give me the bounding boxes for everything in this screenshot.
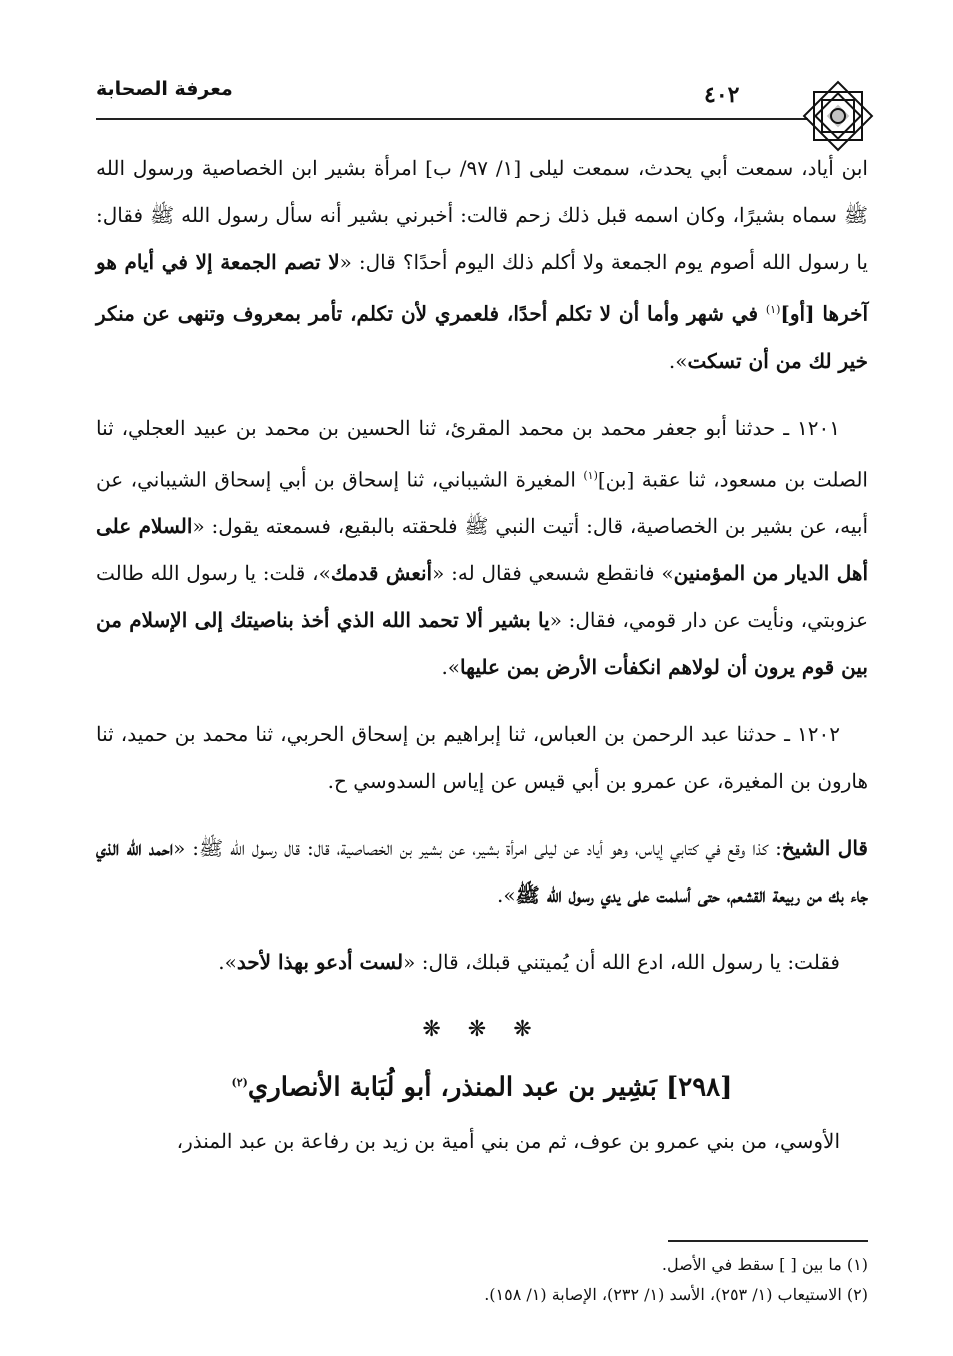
text-segment: فقلت: يا رسول الله، ادع الله أن يُميتني قبلك، قال: «: [403, 950, 840, 975]
hadith-quote: السلام على أهل الديار من المؤمنين: [96, 514, 868, 586]
text-segment: ١٢٠١ ـ حدثنا أبو جعفر محمد بن محمد المقرئ، ثنا الحسين بن محمد بن عبيد العجلي، ثنا الصلت بن مسعود، ثنا عقبة [بن]: [96, 415, 868, 492]
paragraph-sheikh-note: [96, 825, 868, 919]
footnote-2: (٢) الاستيعاب (١/ ٢٥٣)، الأسد (١/ ٢٣٢)، الإصابة (١/ ١٥٨).: [484, 1285, 868, 1304]
hadith-quote: في شهر وأما أن لا تكلم أحدًا، فلعمري لأن تكلم، تأمر بمعروف وتنهى عن منكر خير لك من أن تسكت: [96, 301, 868, 373]
paragraph-1201: [96, 405, 868, 692]
paragraph-request: [96, 939, 868, 986]
paragraph-1202: [96, 711, 868, 805]
hadith-quote: لست أدعو بهذا لأحد: [236, 950, 404, 975]
footnote-ref: (١): [583, 468, 598, 482]
footnotes: [96, 1250, 868, 1310]
hadith-quote: احمد الله الذي جاء بك من ربيعة القشعم، حتى أسلمت على يدي رسول الله ﷺ: [96, 836, 868, 908]
hadith-quote: يا بشير ألا تحمد الله الذي أخذ بناصيتك إلى الإسلام من بين قوم يرون أن لولاهم انكفأت الأرض بمن عليها: [96, 608, 868, 680]
section-separator: ❋ ❋ ❋: [422, 1017, 542, 1043]
hadith-quote: لا تصم الجمعة إلا في أيام هو آخرها [أو]: [96, 250, 868, 326]
footnote-ref: (١): [765, 303, 781, 316]
paragraph-1: [96, 145, 868, 385]
section-title-footnote-ref: (٢): [231, 1076, 248, 1090]
text-segment: ابن أياد، سمعت أبي يحدث، سمعت ليلى [١/ ٩٧/ ب] امرأة بشير ابن الخصاصية ورسول الله ﷺ سماه بشيرًا، وكان اسمه قبل ذلك زحم قالت: أخبرني بشير أنه سأل رسول الله ﷺ فقال: يا رسول الله أصوم يوم الجمعة ولا أكلم ذلك اليوم أحدًا؟ قال: «: [96, 156, 868, 274]
text-segment: ١٢٠٢ ـ حدثنا عبد الرحمن بن العباس، ثنا إبراهيم بن إسحاق الحربي، ثنا محمد بن حميد، ثنا هارون بن المغيرة، عن عمرو بن أبي قيس عن إياس السدوسي ح.: [96, 722, 868, 794]
hadith-quote: قال الشيخ: [781, 836, 868, 861]
section-title-text: [٢٩٨] بَشِير بن عبد المنذر، أبو لُبَابة الأنصاري: [247, 1072, 733, 1103]
section-title: [96, 1059, 868, 1112]
footnote-divider: [668, 1240, 868, 1242]
text-segment: ».: [497, 883, 516, 908]
footnote-1: (١) ما بين [ ] سقط في الأصل.: [661, 1255, 868, 1274]
text-segment: المغيرة الشيباني، ثنا إسحاق بن أبي إسحاق الشيباني، عن أبيه، عن بشير بن الخصاصية، قال: أتيت النبي ﷺ فلحقته بالبقيع، فسمعته يقول: «: [96, 467, 869, 539]
text-segment: : كذا وقع في كتابي إياس، وهو أياد عن ليلى امرأة بشير، عن بشير بن الخصاصية، قال: قال رسول الله ﷺ: «: [173, 836, 782, 861]
text-segment: ».: [218, 950, 237, 975]
text-segment: ».: [441, 655, 461, 680]
page-number: ٤٠٢: [704, 82, 740, 108]
section-first-line: الأوسي، من بني عمرو بن عوف، ثم من بني أمية بن زيد بن رفاعة بن عبد المنذر،: [176, 1128, 840, 1153]
text-segment: ».: [668, 348, 688, 373]
hadith-quote: أنعش قدمك: [330, 561, 433, 586]
text-segment: »، قلت: يا رسول الله طالت عزوبتي، ونأيت عن دار قومي، فقال: «: [96, 561, 868, 633]
text-segment: » فانقطع شسعي فقال له: «: [432, 561, 674, 586]
book-title: معرفة الصحابة: [96, 78, 233, 100]
main-text: [96, 145, 868, 1185]
header-divider: [96, 118, 808, 120]
star-ornament-icon: [800, 78, 876, 154]
